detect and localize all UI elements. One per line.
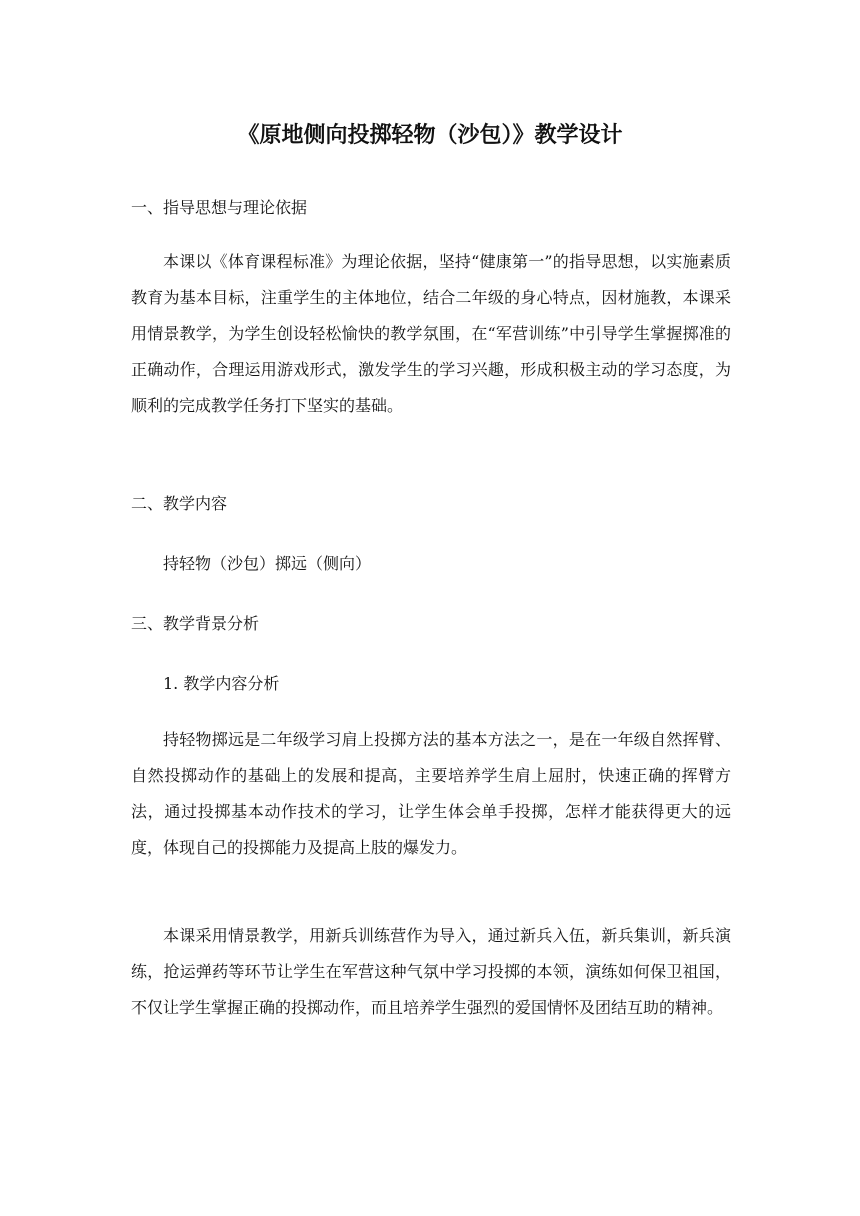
paragraph-guiding-ideology: 本课以《体育课程标准》为理论依据，坚持“健康第一”的指导思想，以实施素质教育为基本目标，注重学生的主体地位，结合二年级的身心特点，因材施教，本课采用情景教学，为学生创设轻松愉快的教学氛围，在“军营训练”中引导学生掌握掷准的正确动作，合理运用游戏形式，激发学生的学习兴趣，形成积极主动的学习态度，为顺利的完成教学任务打下坚实的基础。 [131, 252, 731, 415]
teaching-content-text: 持轻物（沙包）掷远（侧向） [163, 554, 372, 573]
section-heading-background-analysis: 三、教学背景分析 [131, 614, 260, 633]
paragraph-content-analysis: 持轻物掷远是二年级学习肩上投掷方法的基本方法之一，是在一年级自然挥臂、自然投掷动作的基础上的发展和提高，主要培养学生肩上屈肘，快速正确的挥臂方法，通过投掷基本动作技术的学习，让学生体会单手投掷，怎样才能获得更大的远度，体现自己的投掷能力及提高上肢的爆发力。 [131, 730, 731, 857]
section-heading-teaching-content: 二、教学内容 [131, 494, 228, 513]
section-heading-guiding-ideology: 一、指导思想与理论依据 [131, 198, 308, 217]
paragraph-situational-teaching: 本课采用情景教学，用新兵训练营作为导入，通过新兵入伍，新兵集训，新兵演练，抢运弹药等环节让学生在军营这种气氛中学习投掷的本领，演练如何保卫祖国，不仅让学生掌握正确的投掷动作，而且培养学生强烈的爱国情怀及团结互助的精神。 [131, 926, 731, 1017]
subsection-heading-content-analysis: 1. 教学内容分析 [163, 674, 280, 693]
document-title: 《原地侧向投掷轻物（沙包）》教学设计 [237, 123, 623, 148]
